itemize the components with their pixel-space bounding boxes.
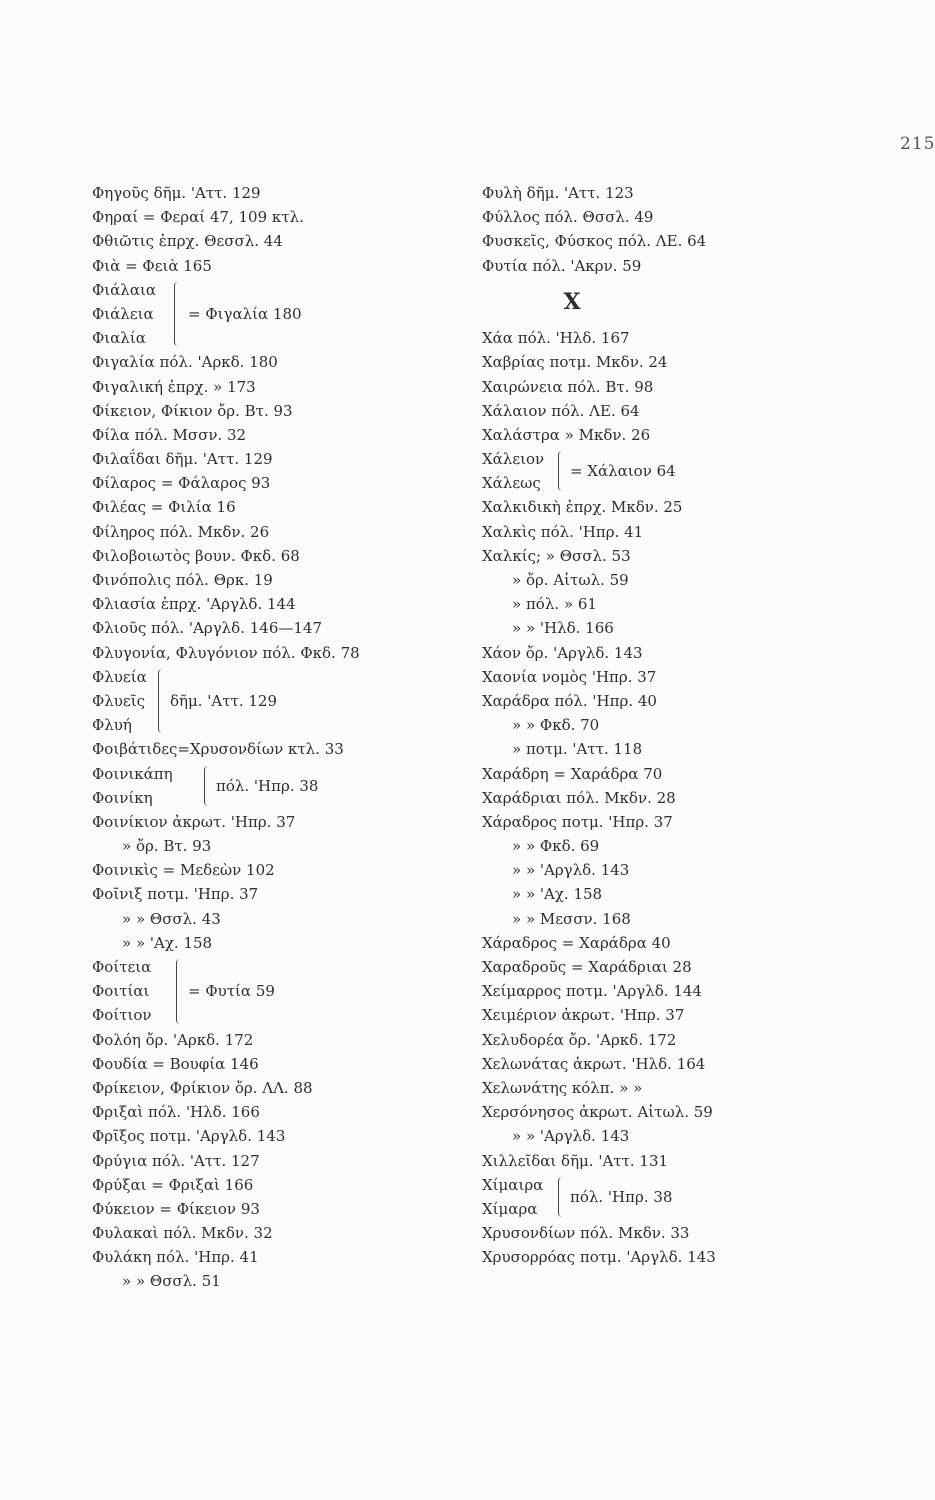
index-entry: Φύκειον = Φίκειον 93: [92, 1199, 260, 1218]
index-entry: Φρύξαι = Φριξαὶ 166: [92, 1175, 254, 1194]
brace-icon: [558, 1177, 565, 1217]
index-entry: » » 'Αχ. 158: [512, 885, 603, 904]
index-entry: Φοίτεια: [92, 958, 152, 976]
index-entry: Χελωνάτης κόλπ. » »: [482, 1078, 643, 1097]
index-entry: » ποτμ. 'Αττ. 118: [512, 740, 643, 759]
bracket-group: [92, 955, 512, 1028]
bracket-group: [482, 447, 902, 495]
index-entry: Χελωνάτας ἀκρωτ. 'Ηλδ. 164: [482, 1054, 706, 1073]
index-entry: Χαβρίας ποτμ. Μκδν. 24: [482, 353, 668, 372]
index-entry: Χαιρώνεια πόλ. Βτ. 98: [482, 377, 654, 396]
index-entry: Φθιῶτις ἐπρχ. Θεσσλ. 44: [92, 232, 283, 251]
index-entry: » » Θσσλ. 51: [122, 1272, 221, 1291]
index-entry: Φιάλεια: [92, 304, 154, 323]
index-entry: » » Φκδ. 70: [512, 716, 600, 735]
bracket-group: [92, 665, 512, 738]
index-entry: Χαράδριαι πόλ. Μκδν. 28: [482, 788, 676, 807]
bracket-target: πόλ. 'Ηπρ. 38: [570, 1187, 673, 1206]
index-entry: Φοινικὶς = Μεδεὼν 102: [92, 861, 275, 880]
index-entry: Φρύγια πόλ. 'Αττ. 127: [92, 1151, 260, 1170]
index-entry: Χρυσορρόας ποτμ. 'Αργλδ. 143: [482, 1248, 716, 1267]
index-entry: Χειμέριον ἀκρωτ. 'Ηπρ. 37: [482, 1006, 685, 1025]
index-entry: Φοινίκη: [92, 788, 153, 807]
index-entry: Χαράδρη = Χαράδρα 70: [482, 764, 663, 783]
index-entry: Φλυή: [92, 716, 132, 735]
index-entry: Χάλεως: [482, 474, 541, 493]
index-entry: Φίληρος πόλ. Μκδν. 26: [92, 522, 270, 541]
index-entry: Φλιασία ἐπρχ. 'Αργλδ. 144: [92, 595, 296, 614]
index-entry: Φοινικάπη: [92, 764, 173, 783]
index-entry: Χάραδρος ποτμ. 'Ηπρ. 37: [482, 812, 673, 831]
index-column-right: [482, 181, 902, 1269]
index-entry: Χαλκὶς πόλ. 'Ηπρ. 41: [482, 522, 644, 541]
index-entry: Φλυεία: [92, 667, 147, 686]
index-entry: » ὄρ. Αἰτωλ. 59: [512, 571, 629, 590]
index-entry: Φίλαρος = Φάλαρος 93: [92, 474, 271, 493]
index-entry: Φριξαὶ πόλ. 'Ηλδ. 166: [92, 1103, 260, 1122]
index-entry: » » Θσσλ. 43: [122, 909, 221, 928]
index-entry: Φύλλος πόλ. Θσσλ. 49: [482, 208, 654, 227]
index-entry: Φιγαλική ἐπρχ. » 173: [92, 377, 256, 396]
index-entry: Χάα πόλ. 'Ηλδ. 167: [482, 329, 630, 348]
brace-icon: [176, 959, 183, 1024]
index-entry: Χάον ὄρ. 'Αργλδ. 143: [482, 643, 643, 662]
index-entry: Φιλέας = Φιλία 16: [92, 498, 236, 517]
index-entry: Φιὰ = Φειὰ 165: [92, 256, 212, 275]
index-entry: Φοινίκιον ἀκρωτ. 'Ηπρ. 37: [92, 812, 296, 831]
brace-icon: [174, 282, 181, 347]
index-entry: Φυλακαὶ πόλ. Μκδν. 32: [92, 1224, 273, 1243]
index-entry: Χαράδρα πόλ. 'Ηπρ. 40: [482, 691, 657, 710]
index-entry: Φιαλία: [92, 329, 146, 348]
index-entry: Φηγοῦς δῆμ. 'Αττ. 129: [92, 184, 261, 202]
index-entry: Φοίτιον: [92, 1006, 152, 1025]
letter-heading: X: [563, 288, 581, 315]
index-entry: Φυσκεῖς, Φύσκος πόλ. ΛΕ. 64: [482, 232, 707, 251]
index-entry: Χιλλεῖδαι δῆμ. 'Αττ. 131: [482, 1151, 669, 1170]
index-entry: Φοῖνιξ ποτμ. 'Ηπρ. 37: [92, 885, 259, 904]
bracket-target: = Φιγαλία 180: [188, 305, 302, 324]
index-entry: Φινόπολις πόλ. Θρκ. 19: [92, 571, 273, 589]
index-entry: Χίμαιρα: [482, 1175, 544, 1194]
index-entry: » » 'Αργλδ. 143: [512, 1127, 630, 1146]
index-entry: Φρῖξος ποτμ. 'Αργλδ. 143: [92, 1127, 286, 1146]
index-entry: Χίμαρα: [482, 1199, 538, 1218]
index-entry: Χείμαρρος ποτμ. 'Αργλδ. 144: [482, 982, 702, 1001]
bracket-group: [482, 1173, 902, 1221]
index-entry: Χερσόνησος ἀκρωτ. Αἰτωλ. 59: [482, 1103, 713, 1122]
index-entry: Φιλοβοιωτὸς βουν. Φκδ. 68: [92, 546, 300, 565]
index-entry: Φλιοῦς πόλ. 'Αργλδ. 146—147: [92, 619, 323, 638]
brace-icon: [204, 766, 211, 806]
index-entry: Χάλειον: [482, 450, 545, 469]
bracket-group: [92, 278, 512, 351]
index-entry: Χαονία νομὸς 'Ηπρ. 37: [482, 667, 657, 686]
index-entry: Φιάλαια: [92, 280, 156, 299]
index-entry: » πόλ. » 61: [512, 595, 597, 614]
index-entry: Φηραί = Φεραί 47, 109 κτλ.: [92, 208, 304, 227]
index-entry: Χάλαιον πόλ. ΛΕ. 64: [482, 401, 640, 420]
bracket-target: = Φυτία 59: [188, 982, 275, 1001]
index-entry: Χελυδορέα ὄρ. 'Αρκδ. 172: [482, 1030, 677, 1049]
index-entry: Φουδία = Βουφία 146: [92, 1054, 259, 1073]
index-entry: » » 'Αργλδ. 143: [512, 861, 630, 880]
index-entry: Φίκειον, Φίκιον ὄρ. Βτ. 93: [92, 401, 293, 420]
index-entry: Φολόη ὄρ. 'Αρκδ. 172: [92, 1030, 254, 1049]
index-entry: » ὄρ. Βτ. 93: [122, 837, 212, 856]
index-entry: Χαλκίς; » Θσσλ. 53: [482, 546, 631, 565]
bracket-target: δῆμ. 'Αττ. 129: [170, 692, 278, 711]
index-entry: » » Φκδ. 69: [512, 837, 600, 856]
index-entry: Φλυγονία, Φλυγόνιον πόλ. Φκδ. 78: [92, 643, 360, 662]
index-entry: » » 'Ηλδ. 166: [512, 619, 614, 638]
index-entry: Φοιτίαι: [92, 982, 150, 1001]
index-entry: Χαλκιδικὴ ἐπρχ. Μκδν. 25: [482, 498, 683, 517]
index-entry: Φιλαΐδαι δῆμ. 'Αττ. 129: [92, 450, 273, 469]
index-entry: Χρυσονδίων πόλ. Μκδν. 33: [482, 1224, 690, 1243]
index-entry: Φιγαλία πόλ. 'Αρκδ. 180: [92, 353, 278, 372]
page-number: 215: [900, 134, 935, 154]
bracket-group: [92, 762, 512, 810]
index-entry: Χάραδρος = Χαράδρα 40: [482, 933, 671, 952]
index-entry: Φλυεῖς: [92, 691, 145, 710]
index-entry: Φυτία πόλ. 'Ακρν. 59: [482, 256, 642, 275]
bracket-target: = Χάλαιον 64: [570, 462, 676, 481]
index-entry: Χαλάστρα » Μκδν. 26: [482, 425, 651, 444]
index-entry: Φοιβάτιδες=Χρυσονδίων κτλ. 33: [92, 740, 344, 759]
index-entry: Φυλάκη πόλ. 'Ηπρ. 41: [92, 1248, 259, 1267]
index-entry: Χαραδροῦς = Χαράδριαι 28: [482, 958, 692, 977]
bracket-target: πόλ. 'Ηπρ. 38: [216, 776, 319, 795]
brace-icon: [558, 451, 565, 491]
index-entry: » » 'Αχ. 158: [122, 933, 213, 952]
index-entry: Φρίκειον, Φρίκιον ὄρ. ΛΛ. 88: [92, 1078, 313, 1097]
index-entry: Φίλα πόλ. Μσσν. 32: [92, 425, 247, 444]
index-entry: » » Μεσσν. 168: [512, 909, 631, 928]
index-column-left: [92, 181, 512, 1294]
brace-icon: [158, 669, 165, 734]
index-entry: Φυλὴ δῆμ. 'Αττ. 123: [482, 184, 634, 202]
